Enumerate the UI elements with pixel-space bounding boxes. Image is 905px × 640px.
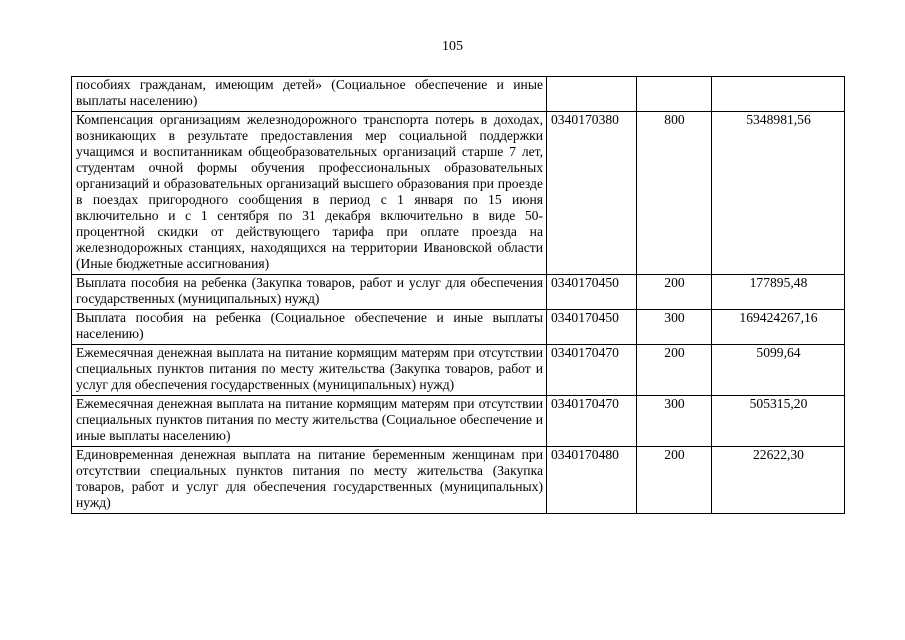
table-row [72, 310, 845, 345]
budget-table [71, 76, 845, 514]
row-description: Выплата пособия на ребенка (Социальное обеспечение и иные выплаты населению) [72, 310, 547, 345]
row-target-code: 0340170450 [547, 310, 637, 345]
table-row [72, 275, 845, 310]
row-amount: 5348981,56 [712, 112, 845, 275]
row-amount: 177895,48 [712, 275, 845, 310]
page-number: 105 [442, 39, 463, 54]
row-expense-type: 300 [637, 310, 712, 345]
row-expense-type: 200 [637, 345, 712, 396]
row-target-code: 0340170480 [547, 447, 637, 514]
row-expense-type: 200 [637, 447, 712, 514]
row-amount: 169424267,16 [712, 310, 845, 345]
table-row [72, 447, 845, 514]
row-description: Ежемесячная денежная выплата на питание кормящим матерям при отсутствии специальных пунктов питания по месту жительства (Закупка товаров, работ и услуг для обеспечения государственных (муниципальных) нужд) [72, 345, 547, 396]
row-description: Выплата пособия на ребенка (Закупка товаров, работ и услуг для обеспечения государственных (муниципальных) нужд) [72, 275, 547, 310]
table-row [72, 77, 845, 112]
row-expense-type [637, 77, 712, 112]
row-description: пособиях гражданам, имеющим детей» (Социальное обеспечение и иные выплаты населению) [72, 77, 547, 112]
row-target-code: 0340170470 [547, 396, 637, 447]
row-description: Единовременная денежная выплата на питание беременным женщинам при отсутствии специальных пунктов питания по месту жительства (Закупка товаров, работ и услуг для обеспечения государственных (муниципальных) нужд) [72, 447, 547, 514]
row-description: Компенсация организациям железнодорожного транспорта потерь в доходах, возникающих в результате предоставления мер социальной поддержки учащимся и воспитанникам общеобразовательных организаций старше 7 лет, студентам очной формы обучения профессиональных образовательных организаций и образовательных организаций высшего образования при проезде в поездах пригородного сообщения в период с 1 января по 15 июня включительно и с 1 сентября по 31 декабря включительно в виде 50-процентной скидки от действующего тарифа при оплате проезда на железнодорожных станциях, находящихся на территории Ивановской области (Иные бюджетные ассигнования) [72, 112, 547, 275]
row-target-code: 0340170380 [547, 112, 637, 275]
row-amount: 22622,30 [712, 447, 845, 514]
row-amount [712, 77, 845, 112]
row-amount: 505315,20 [712, 396, 845, 447]
row-description: Ежемесячная денежная выплата на питание кормящим матерям при отсутствии специальных пунктов питания по месту жительства (Социальное обеспечение и иные выплаты населению) [72, 396, 547, 447]
row-target-code: 0340170450 [547, 275, 637, 310]
row-expense-type: 200 [637, 275, 712, 310]
table-row [72, 345, 845, 396]
row-target-code: 0340170470 [547, 345, 637, 396]
row-target-code [547, 77, 637, 112]
row-amount: 5099,64 [712, 345, 845, 396]
row-expense-type: 800 [637, 112, 712, 275]
row-expense-type: 300 [637, 396, 712, 447]
table-row [72, 396, 845, 447]
table-row [72, 112, 845, 275]
